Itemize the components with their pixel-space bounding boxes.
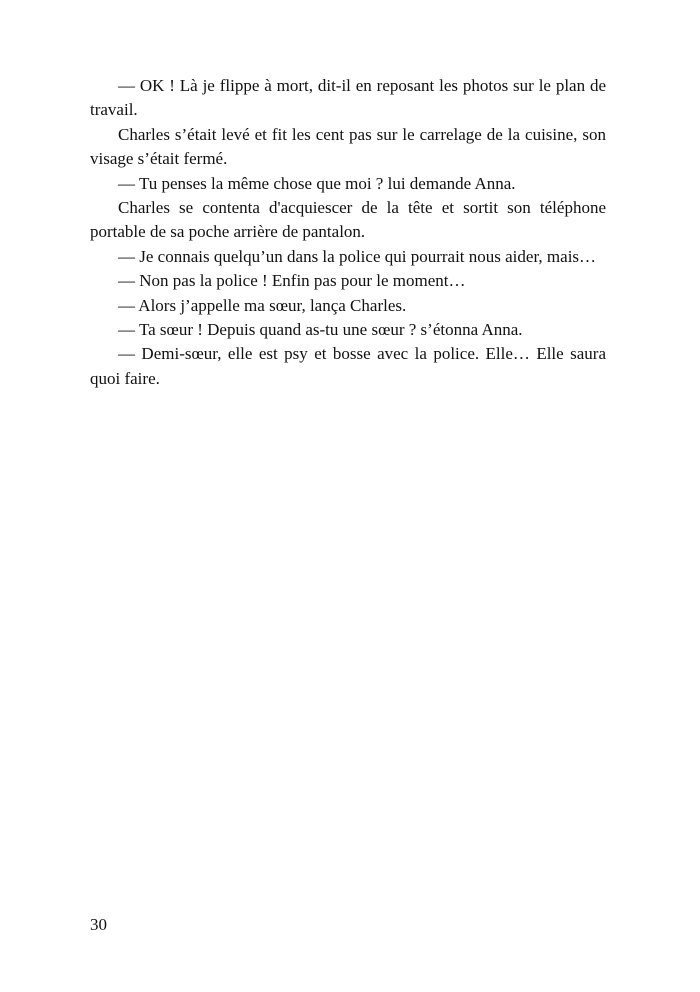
body-text	[90, 74, 606, 391]
paragraph: — Tu penses la même chose que moi ? lui demande Anna.	[118, 173, 516, 193]
paragraph: — Je connais quelqu’un dans la police qui pourrait nous aider, mais…	[118, 246, 597, 266]
paragraph: — Ta sœur ! Depuis quand as-tu une sœur ? s’étonna Anna.	[118, 320, 523, 340]
paragraph: Charles se contenta d'acquiescer de la tête et sortit son téléphone portable de sa poche arrière de pantalon.	[90, 198, 606, 242]
page-number: 30	[90, 915, 107, 934]
paragraph: — Alors j’appelle ma sœur, lança Charles.	[118, 295, 407, 315]
paragraph: — OK ! Là je flippe à mort, dit-il en reposant les photos sur le plan de travail.	[90, 76, 606, 120]
paragraph: Charles s’était levé et fit les cent pas sur le carrelage de la cuisine, son visage s’était fermé.	[90, 124, 606, 169]
paragraph: — Demi-sœur, elle est psy et bosse avec la police. Elle… Elle saura quoi faire.	[90, 344, 606, 388]
paragraph: — Non pas la police ! Enfin pas pour le moment…	[118, 271, 466, 291]
